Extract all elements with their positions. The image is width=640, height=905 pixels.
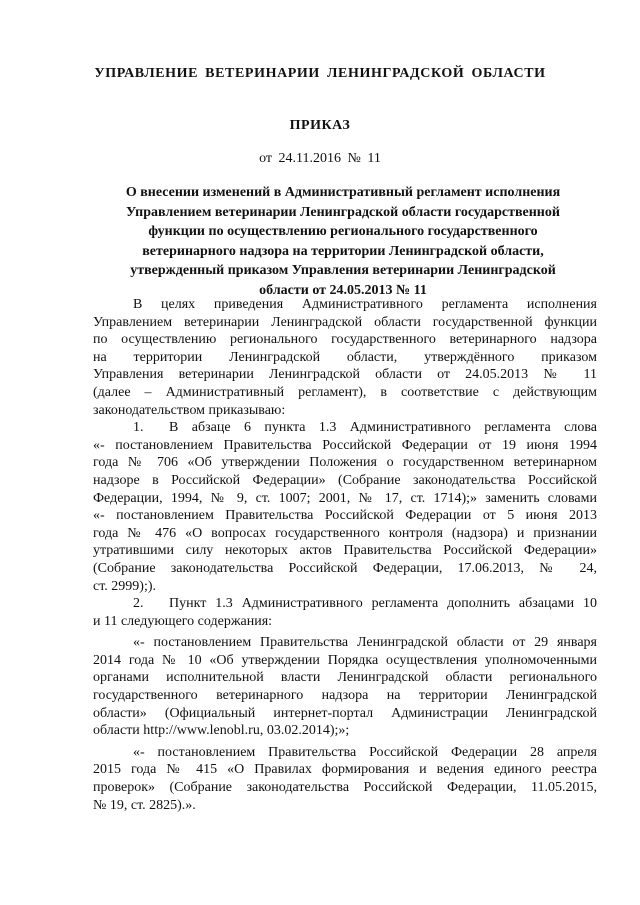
text-line: по осуществлению регионального государственного ветеринарного надзора: [93, 332, 597, 348]
item-number: 1.: [133, 420, 144, 436]
text-line: «- постановлением Правительства Ленинградской области от 29 января: [133, 635, 597, 651]
text-line: законодательством приказываю:: [93, 402, 286, 418]
item-1-paragraph: [93, 419, 597, 595]
subject-line: области от 24.05.2013 № 11: [259, 282, 427, 298]
text-line: [93, 595, 597, 613]
document-subject: [100, 183, 586, 300]
text-line: [93, 419, 597, 437]
text-line: и 11 следующего содержания:: [93, 613, 273, 629]
document-date-number: от 24.11.2016 № 11: [259, 151, 381, 166]
item-text: В абзаце 6 пункта 1.3 Административного регламента слова: [169, 420, 597, 436]
text-line: 2015 года № 415 «О Правилах формирования и ведения единого реестра: [93, 762, 597, 778]
text-line: года № 476 «О вопросах государственного контроля (надзора) и признании: [93, 525, 597, 541]
addition-2-paragraph: [93, 744, 597, 814]
text-line: органами исполнительной власти Ленинградской области регионального: [93, 670, 597, 686]
text-line: 2014 года № 10 «Об утверждении Порядка осуществления уполномоченными: [93, 652, 597, 668]
addition-1-paragraph: [93, 634, 597, 740]
text-line: «- постановлением Правительства Российской Федерации от 5 июня 2013: [93, 508, 597, 524]
text-line: Управлением ветеринарии Ленинградской области государственной функции: [93, 314, 597, 330]
text-line: В целях приведения Административного регламента исполнения: [133, 297, 597, 312]
text-line: Управления ветеринарии Ленинградской области от 24.05.2013 № 11: [93, 367, 597, 383]
document-type: ПРИКАЗ: [289, 118, 351, 133]
text-line: № 19, ст. 2825).».: [93, 797, 196, 813]
text-line: на территории Ленинградской области, утверждённого приказом: [93, 349, 597, 365]
text-line: «- постановлением Правительства Российской Федерации от 19 июня 1994: [93, 437, 597, 453]
item-number: 2.: [133, 596, 144, 612]
text-line: области» (Официальный интернет-портал Администрации Ленинградской: [93, 705, 597, 721]
text-line: проверок» (Собрание законодательства Российской Федерации, 11.05.2015,: [93, 780, 597, 796]
preamble-paragraph: [93, 296, 597, 419]
text-line: «- постановлением Правительства Российской Федерации 28 апреля: [133, 744, 597, 760]
subject-line: утвержденный приказом Управления ветеринарии Ленинградской: [130, 263, 556, 278]
subject-line: функции по осуществлению регионального государственного: [148, 224, 538, 239]
item-2-paragraph: [93, 595, 597, 630]
text-line: надзоре в Российской Федерации» (Собрание законодательства Российской: [93, 472, 597, 488]
text-line: (Собрание законодательства Российской Федерации, 17.06.2013, № 24,: [93, 560, 597, 576]
text-line: утратившими силу некоторых актов Правительства Российской Федерации»: [93, 543, 597, 559]
subject-line: Управлением ветеринарии Ленинградской области государственной: [126, 204, 560, 220]
subject-line: О внесении изменений в Административный регламент исполнения: [125, 185, 561, 200]
text-line: области http://www.lenobl.ru, 03.02.2014);»;: [93, 723, 350, 739]
organization-name: УПРАВЛЕНИЕ ВЕТЕРИНАРИИ ЛЕНИНГРАДСКОЙ ОБЛАСТИ: [94, 66, 546, 81]
subject-line: ветеринарного надзора на территории Ленинградской области,: [142, 243, 544, 259]
text-line: (далее – Административный регламент), в соответствие с действующим: [93, 384, 597, 400]
text-line: Федерации, 1994, № 9, ст. 1007; 2001, № 17, ст. 1714);» заменить словами: [93, 490, 597, 506]
text-line: ст. 2999);).: [93, 578, 156, 594]
text-line: государственного ветеринарного надзора на территории Ленинградской: [93, 688, 597, 704]
item-text: Пункт 1.3 Административного регламента дополнить абзацами 10: [169, 596, 597, 612]
document-body: [93, 296, 597, 814]
text-line: года № 706 «Об утверждении Положения о государственном ветеринарном: [93, 455, 597, 471]
